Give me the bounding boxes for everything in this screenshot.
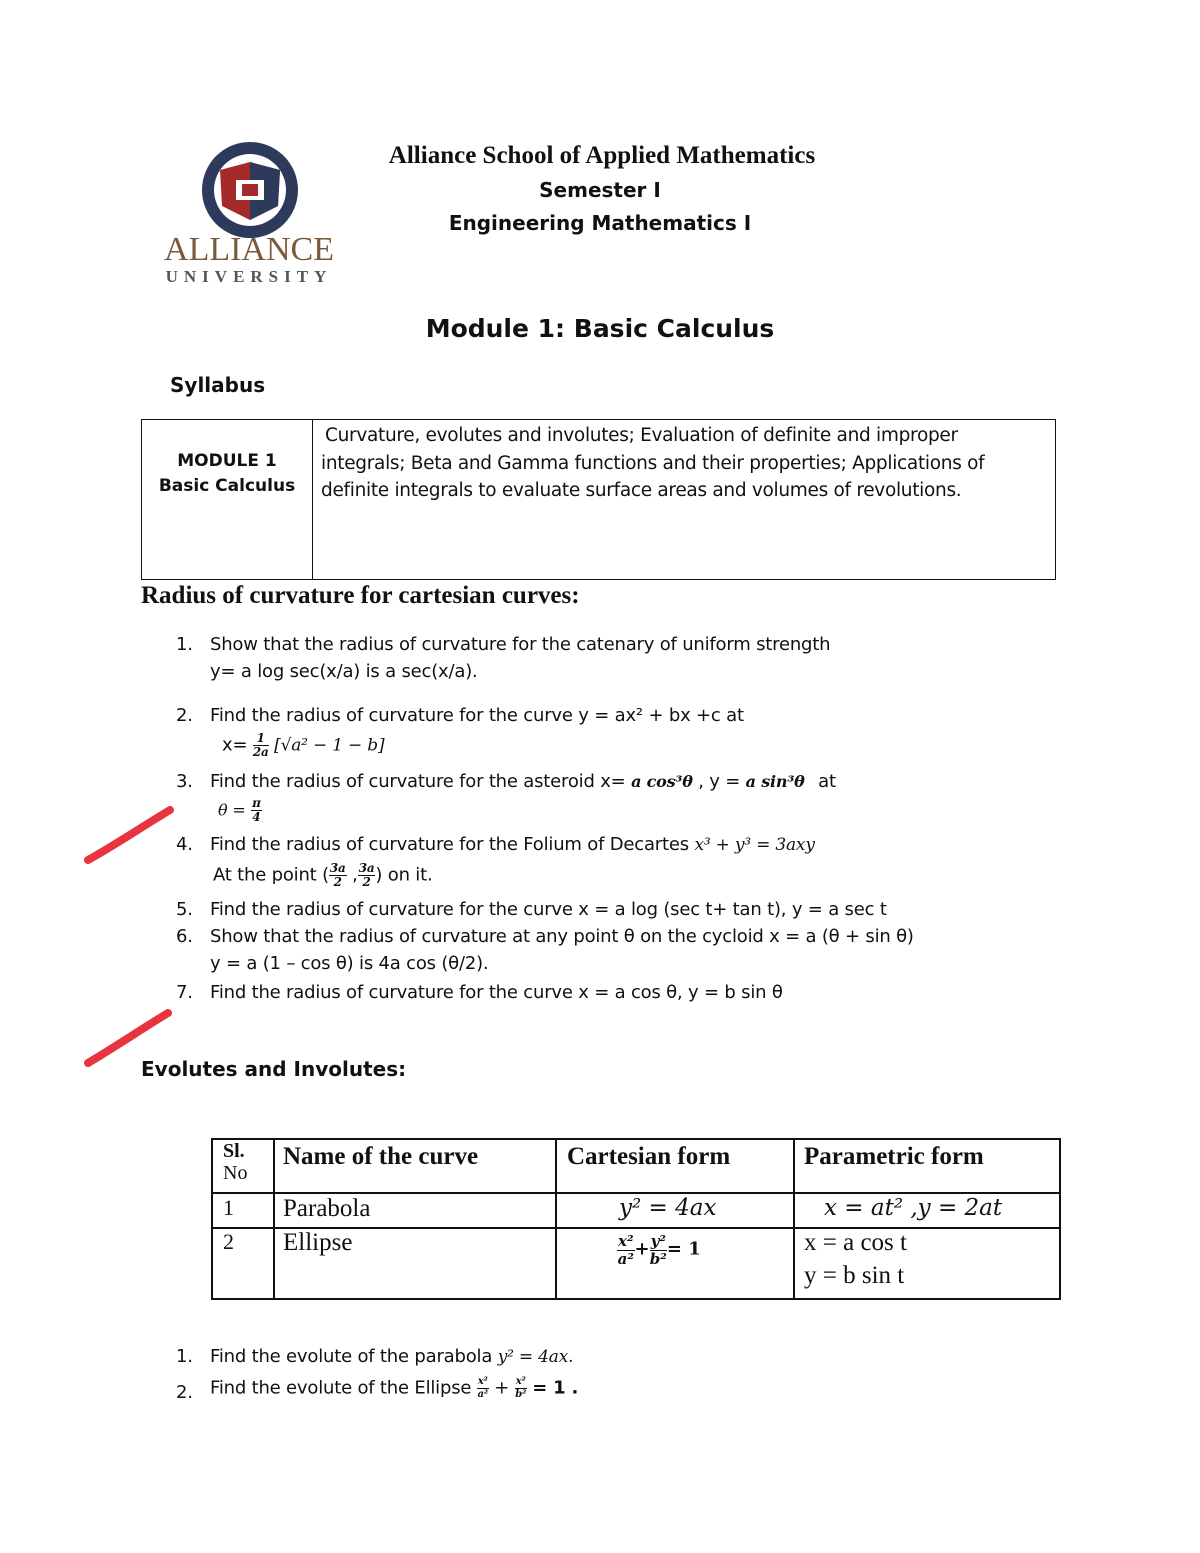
institution-name: Alliance School of Applied Mathematics (388, 142, 816, 169)
list-item: 7. Find the radius of curvature for the curve x = a cos θ, y = b sin θ (176, 982, 783, 1003)
module-title: Module 1: Basic Calculus (425, 314, 775, 343)
list-item: 6. Show that the radius of curvature at any point θ on the cycloid x = a (θ + sin θ) y = a (1 – cos θ) is 4a cos (θ/2). (176, 926, 914, 974)
fraction: $\frac{1}{2a}$ (252, 731, 269, 759)
fraction: $\frac{\pi}{4}$ (252, 796, 261, 824)
fraction: $\frac{\text{x²}}{\text{a²}}$ (477, 1376, 488, 1400)
header-sl: Sl. No (223, 1140, 248, 1184)
table-row: 2 Ellipse $\frac{\text{x²}}{\text{a²}}$ + $\frac{\text{y²}}{\text{b²}}$ = 1 x = a cos t y = b sin t (223, 1229, 907, 1289)
syllabus-table (141, 419, 1056, 580)
fraction: $\frac{3a}{2}$ (358, 861, 375, 889)
fraction: $\frac{\text{y²}}{\text{b²}}$ (649, 1232, 667, 1268)
course-title: Engineering Mathematics I (448, 211, 752, 235)
header-cartesian: Cartesian form (567, 1143, 731, 1170)
section-heading-evolutes: Evolutes and Involutes: (141, 1057, 407, 1081)
header-parametric: Parametric form (804, 1143, 984, 1170)
list-item: 3. Find the radius of curvature for the asteroid x= a cos³θ , y = a sin³θ at θ = $\frac{\pi}{4}$ (176, 771, 836, 824)
list-item: 2. Find the evolute of the Ellipse $\frac{\text{x²}}{\text{a²}}$ + $\frac{\text{x²}}{\text{b²}}$ = 1 . (176, 1376, 579, 1403)
logo-wordmark: ALLIANCE UNIVERSITY (164, 231, 334, 286)
list-item: 1. Show that the radius of curvature for the catenary of uniform strength y= a log sec(x/a) is a sec(x/a). (176, 634, 831, 682)
module-cell (142, 420, 313, 579)
semester-label: Semester I (539, 178, 661, 202)
list-item: 1. Find the evolute of the parabola y² = 4ax. (176, 1346, 574, 1367)
fraction: $\frac{3a}{2}$ (329, 861, 346, 889)
fraction: $\frac{\text{x²}}{\text{b²}}$ (515, 1376, 527, 1400)
table-row: 1 Parabola y² = 4ax x = at² ,y = 2at (223, 1195, 1003, 1222)
syllabus-heading: Syllabus (170, 373, 266, 397)
ellipse-cartesian: $\frac{\text{x²}}{\text{a²}}$ + $\frac{\text{y²}}{\text{b²}}$ = 1 (617, 1232, 701, 1268)
module-name: Basic Calculus (158, 476, 296, 496)
header-name: Name of the curve (283, 1143, 479, 1170)
module-label: MODULE 1 (177, 451, 277, 471)
fraction: $\frac{\text{x²}}{\text{a²}}$ (617, 1232, 634, 1268)
curves-table (211, 1138, 1061, 1300)
list-item: 2. Find the radius of curvature for the curve y = ax² + bx +c at x= $\frac{1}{2a}$ [√a² − 1 − b] (176, 705, 744, 759)
list-item: 4. Find the radius of curvature for the Folium of Decartes x³ + y³ = 3axy At the point ( $\frac{3a}{2}$ , $\frac{3a}{2}$ ) on it. (176, 834, 815, 889)
section-heading-curvature: Radius of curvature for cartesian curves: (141, 582, 580, 609)
list-item: 5. Find the radius of curvature for the curve x = a log (sec t+ tan t), y = a sec t (176, 899, 887, 920)
module-description: Curvature, evolutes and involutes; Evaluation of definite and improper integrals; Beta and Gamma functions and their properties; Applications of definite integrals to evaluate surface areas and volumes of revolutions. (321, 425, 985, 501)
red-pen-mark (80, 800, 180, 870)
